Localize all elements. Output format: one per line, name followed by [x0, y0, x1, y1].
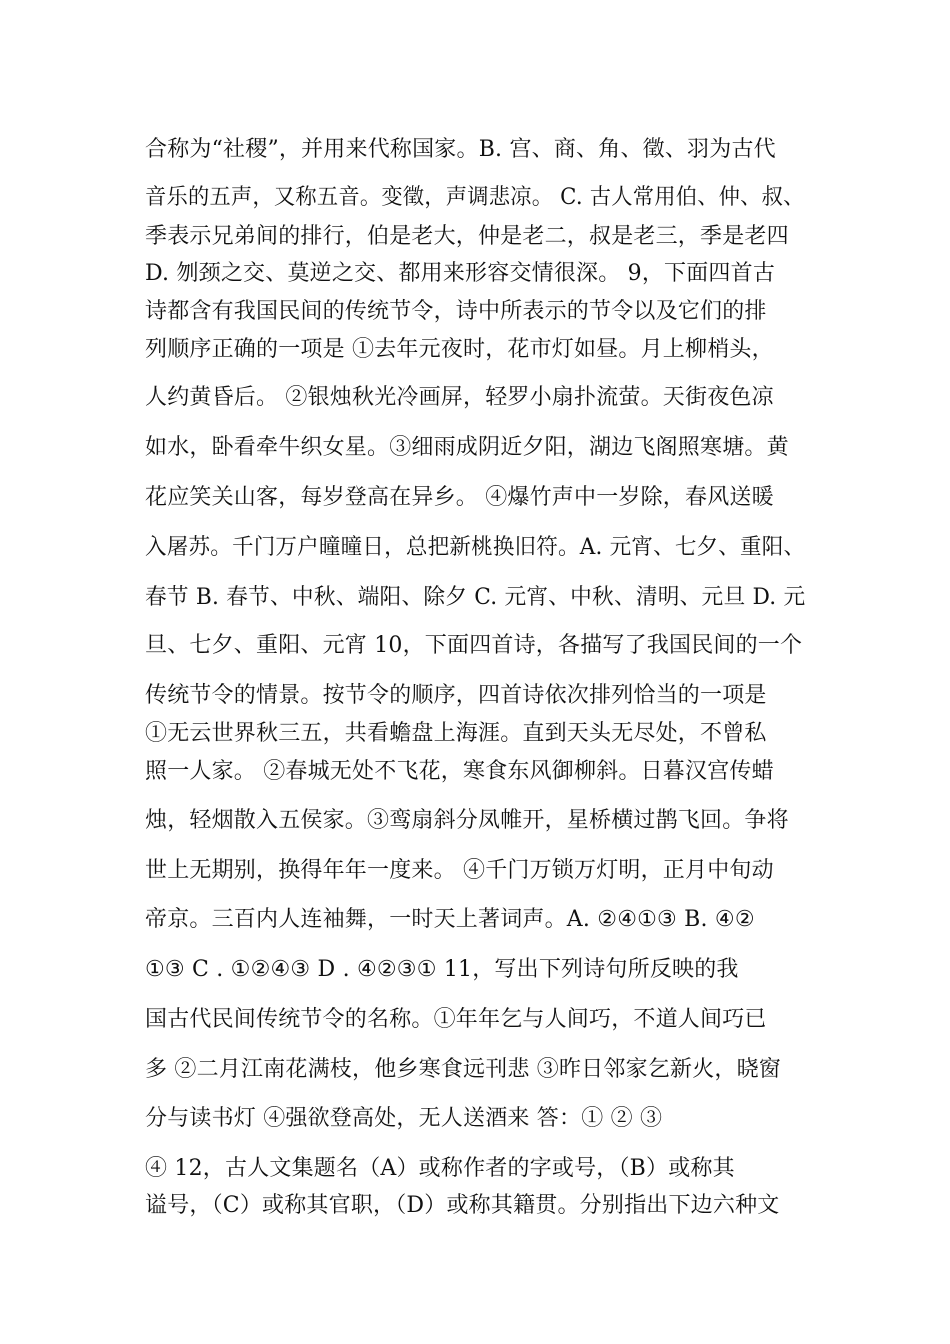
text-line: ①无云世界秋三五，共看蟾盘上海涯。直到天头无尽处，不曾私 [145, 721, 767, 746]
text-line: 如水，卧看牵牛织女星。③细雨成阴近夕阳，湖边飞阁照寒塘。黄 [145, 435, 789, 460]
text-line: 人约黄昏后。 ②银烛秋光冷画屏，轻罗小扇扑流萤。天街夜色凉 [145, 385, 774, 410]
text-line: 合称为“社稷”，并用来代称国家。B. 宫、商、角、徵、羽为古代 [145, 137, 776, 162]
text-line: D. 刎颈之交、莫逆之交、都用来形容交情很深。 9，下面四首古 [145, 261, 776, 286]
text-line: ①③ C . ①②④③ D . ④②③① 11，写出下列诗句所反映的我 [145, 957, 739, 982]
text-line: 季表示兄弟间的排行，伯是老大，仲是老二，叔是老三，季是老四 [145, 224, 789, 249]
text-line: 音乐的五声，又称五音。变徵，声调悲凉。 C. 古人常用伯、仲、叔、 [145, 185, 805, 210]
text-line: 分与读书灯 ④强欲登高处，无人送酒来 答：① ② ③ [145, 1106, 663, 1131]
text-line: 春节 B. 春节、中秋、端阳、除夕 C. 元宵、中秋、清明、元旦 D. 元 [145, 585, 806, 610]
text-line: 世上无期别，换得年年一度来。 ④千门万锁万灯明，正月中旬动 [145, 858, 774, 883]
text-line: 多 ②二月江南花满枝，他乡寒食远刊悲 ③昨日邻家乞新火，晓窗 [145, 1057, 781, 1082]
text-line: ④ 12，古人文集题名（A）或称作者的字或号，（B）或称其 [145, 1156, 735, 1181]
text-line: 旦、七夕、重阳、元宵 10，下面四首诗，各描写了我国民间的一个 [145, 633, 803, 658]
text-line: 诗都含有我国民间的传统节令，诗中所表示的节令以及它们的排 [145, 299, 767, 324]
text-line: 谥号，（C）或称其官职，（D）或称其籍贯。分别指出下边六种文 [145, 1193, 780, 1218]
text-line: 传统节令的情景。按节令的顺序，四首诗依次排列恰当的一项是 [145, 683, 767, 708]
text-line: 烛，轻烟散入五侯家。③鸾扇斜分凤帷开，星桥横过鹊飞回。争将 [145, 808, 789, 833]
text-line: 照一人家。 ②春城无处不飞花，寒食东风御柳斜。日暮汉宫传蜡 [145, 759, 774, 784]
text-line: 入屠苏。千门万户曈曈日，总把新桃换旧符。A. 元宵、七夕、重阳、 [145, 535, 806, 560]
text-line: 花应笑关山客，每岁登高在异乡。 ④爆竹声中一岁除，春风送暖 [145, 485, 774, 510]
text-line: 列顺序正确的一项是 ①去年元夜时，花市灯如昼。月上柳梢头， [145, 337, 774, 362]
text-line: 国古代民间传统节令的名称。①年年乞与人间巧，不道人间巧已 [145, 1007, 767, 1032]
text-line: 帝京。三百内人连袖舞，一时天上著词声。A. ②④①③ B. ④② [145, 907, 755, 932]
